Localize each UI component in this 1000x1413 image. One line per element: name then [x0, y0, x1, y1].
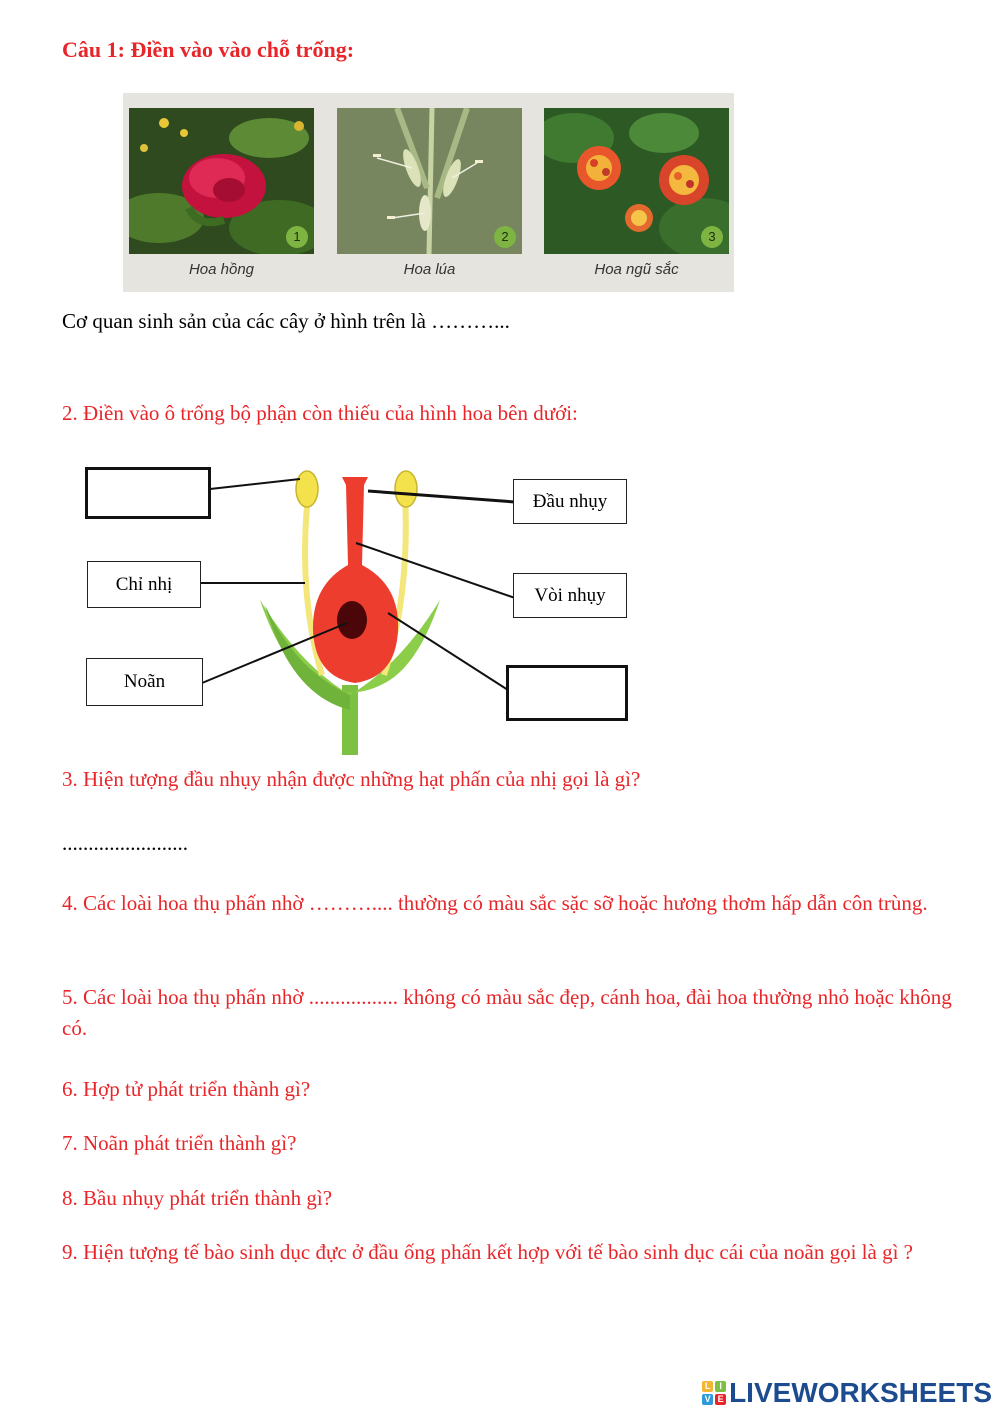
lantana-photo — [544, 108, 729, 254]
blank-label-box-anther[interactable] — [85, 467, 211, 519]
q1-statement: Cơ quan sinh sản của các cây ở hình trên là ………... — [62, 309, 510, 333]
rose-photo — [129, 108, 314, 254]
q2-text: 2. Điền vào ô trống bộ phận còn thiếu của hình hoa bên dưới: — [62, 401, 578, 425]
q8-text: 8. Bầu nhụy phát triển thành gì? — [62, 1186, 333, 1210]
photo-number-badge: 3 — [701, 226, 723, 248]
blank-label-box-ovary[interactable] — [506, 665, 628, 721]
liveworksheets-logo — [702, 1378, 992, 1408]
q5-text: 5. Các loài hoa thụ phấn nhờ ................. không có màu sắc đẹp, cánh hoa, đài hoa thường nhỏ hoặc không có. — [62, 985, 952, 1040]
photo-number-badge: 2 — [494, 226, 516, 248]
q1-heading: Câu 1: Điền vào vào chỗ trống: — [62, 37, 355, 62]
label-stigma: Đầu nhụy — [513, 479, 627, 524]
photo-caption: Hoa lúa — [403, 261, 456, 278]
q6-text: 6. Hợp tử phát triển thành gì? — [62, 1077, 311, 1101]
q7-text: 7. Noãn phát triển thành gì? — [62, 1131, 297, 1155]
flower-structure-diagram — [60, 455, 660, 760]
q9-text: 9. Hiện tượng tế bào sinh dục đực ở đầu ống phấn kết hợp với tế bào sinh dục cái của noãn gọi là gì ? — [62, 1240, 913, 1264]
label-filament: Chỉ nhị — [87, 561, 201, 608]
rice-flower-photo — [337, 108, 522, 254]
photo-caption: Hoa hồng — [188, 261, 255, 278]
q3-answer-line[interactable]: ........................ — [62, 831, 188, 855]
photo-number-badge: 1 — [286, 226, 308, 248]
logo-text: LIVEWORKSHEETS — [729, 1377, 992, 1408]
label-ovule: Noãn — [86, 658, 203, 706]
q4-text: 4. Các loài hoa thụ phấn nhờ ……….... thường có màu sắc sặc sỡ hoặc hương thơm hấp dẫn côn trùng. — [62, 891, 928, 915]
photo-caption: Hoa ngũ sắc — [594, 261, 679, 278]
label-style: Vòi nhụy — [513, 573, 627, 618]
logo-icon: L I V E — [702, 1381, 726, 1405]
flower-photo-strip — [123, 93, 734, 292]
q3-text: 3. Hiện tượng đầu nhụy nhận được những hạt phấn của nhị gọi là gì? — [62, 767, 641, 791]
